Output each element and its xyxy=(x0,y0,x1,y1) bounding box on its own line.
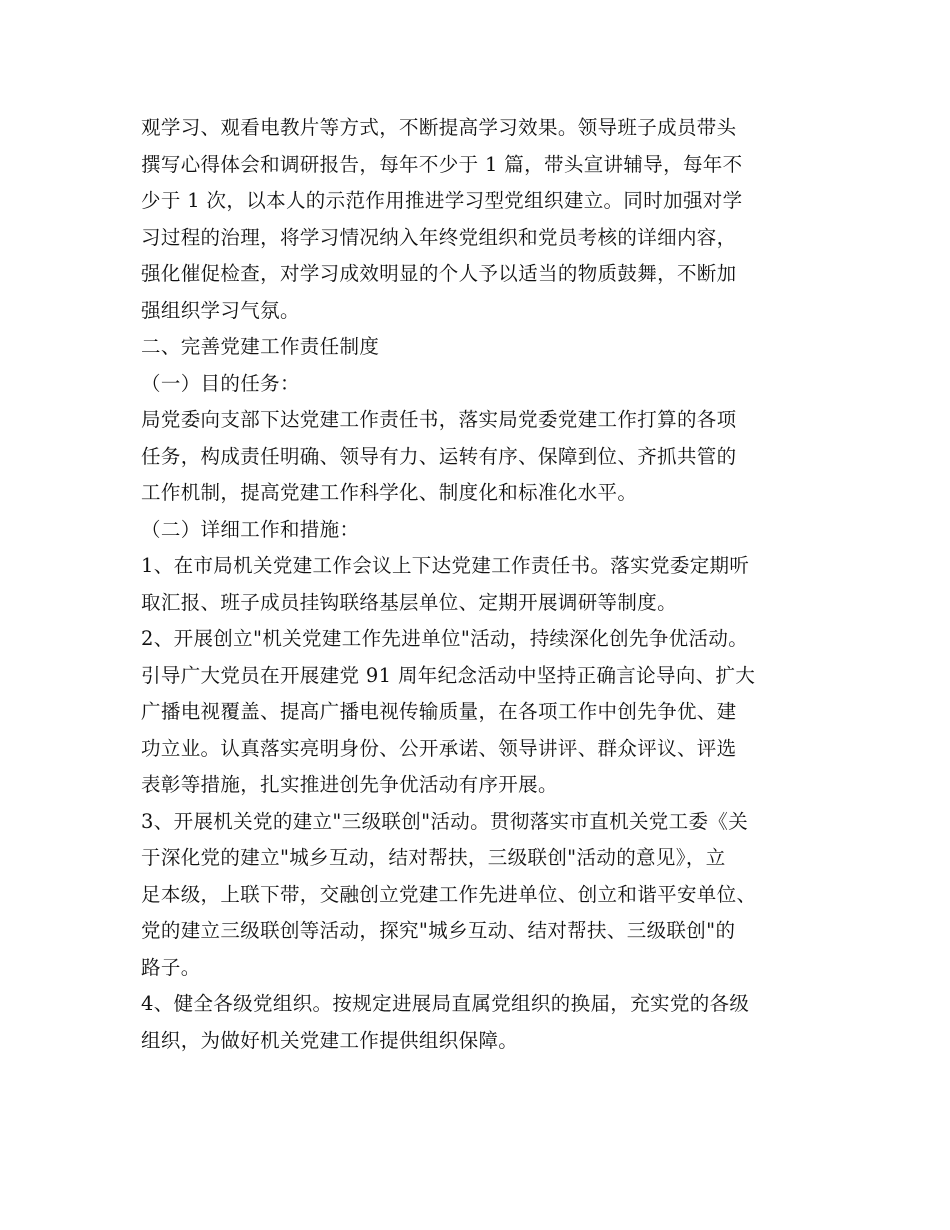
text-line: 任务，构成责任明确、领导有力、运转有序、保障到位、齐抓共管的 xyxy=(141,444,737,468)
list-item-text: 路子。 xyxy=(141,955,201,979)
list-item-text: 表彰等措施，扎实推进创先争优活动有序开展。 xyxy=(141,773,558,796)
text-line: 少于 1 次，以本人的示范作用推进学习型党组织建立。同时加强对学 xyxy=(141,189,743,212)
subsection-heading: （二）详细工作和措施： xyxy=(141,517,360,541)
list-item-text: 1、在市局机关党建工作会议上下达党建工作责任书。落实党委定期听 xyxy=(141,554,750,577)
list-item-text: 2、开展创立"机关党建工作先进单位"活动，持续深化创先争优活动。 xyxy=(141,627,749,650)
text-line: 撰写心得体会和调研报告，每年不少于 1 篇，带头宣讲辅导，每年不 xyxy=(141,152,743,176)
list-item-text: 于深化党的建立"城乡互动，结对帮扶，三级联创"活动的意见》，立 xyxy=(141,846,726,869)
list-item-text: 4、健全各级党组织。按规定进展局直属党组织的换届，充实党的各级 xyxy=(141,992,750,1015)
list-item-text: 功立业。认真落实亮明身份、公开承诺、领导讲评、群众评议、评选 xyxy=(141,736,737,760)
list-item-text: 足本级，上联下带，交融创立党建工作先进单位、创立和谐平安单位、 xyxy=(141,882,757,906)
text-line: 强组织学习气氛。 xyxy=(141,298,300,322)
list-item-text: 3、开展机关党的建立"三级联创"活动。贯彻落实市直机关党工委《关 xyxy=(141,809,749,833)
list-item-text: 取汇报、班子成员挂钩联络基层单位、定期开展调研等制度。 xyxy=(141,590,677,614)
text-line: 强化催促检查，对学习成效明显的个人予以适当的物质鼓舞，不断加 xyxy=(141,262,737,285)
text-line: 工作机制，提高党建工作科学化、制度化和标准化水平。 xyxy=(141,481,638,504)
subsection-heading: （一）目的任务： xyxy=(141,371,300,395)
list-item-text: 广播电视覆盖、提高广播电视传输质量，在各项工作中创先争优、建 xyxy=(141,700,737,723)
list-item-text: 党的建立三级联创等活动，探究"城乡互动、结对帮扶、三级联创"的 xyxy=(141,919,736,942)
text-line: 习过程的治理，将学习情况纳入年终党组织和党员考核的详细内容， xyxy=(141,225,737,249)
document-body xyxy=(141,110,841,1059)
list-item-text: 组织，为做好机关党建工作提供组织保障。 xyxy=(141,1028,519,1052)
text-line: 局党委向支部下达党建工作责任书，落实局党委党建工作打算的各项 xyxy=(141,408,737,431)
section-heading: 二、完善党建工作责任制度 xyxy=(141,335,380,358)
list-item-text: 引导广大党员在开展建党 91 周年纪念活动中坚持正确言论导向、扩大 xyxy=(141,663,756,687)
text-line: 观学习、观看电教片等方式，不断提高学习效果。领导班子成员带头 xyxy=(141,116,737,139)
